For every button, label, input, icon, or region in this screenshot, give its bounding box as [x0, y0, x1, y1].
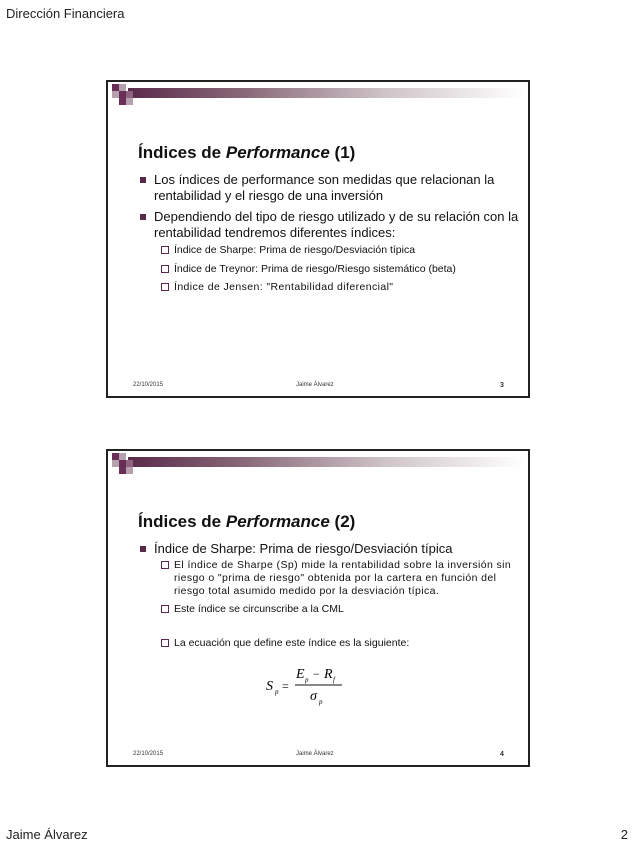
- decoration-gradient-bar: [128, 88, 524, 98]
- decoration-gradient-bar: [128, 457, 524, 467]
- slide-footer-author: Jaime Álvarez: [296, 382, 334, 388]
- sub-bullet-item: La ecuación que define este índice es la siguiente:: [174, 637, 519, 650]
- sub-bullet-item: Índice de Sharpe: Prima de riesgo/Desviación típica: [174, 244, 519, 257]
- page-header: Dirección Financiera: [6, 6, 125, 21]
- slide-4: [106, 449, 530, 767]
- formula-numerator-r-subscript: f: [333, 676, 335, 684]
- decoration-square: [112, 453, 119, 460]
- slide-title: Índices de Performance (2): [138, 512, 356, 531]
- sub-bullet-item: Índice de Treynor: Prima de riesgo/Riesgo sistemático (beta): [174, 263, 519, 276]
- slide-footer-author: Jaime Álvarez: [296, 751, 334, 757]
- formula-denominator-subscript: p: [319, 698, 323, 706]
- decoration-square: [112, 460, 119, 467]
- formula-equals: =: [282, 679, 289, 693]
- formula-lhs-subscript: p: [275, 688, 279, 696]
- decoration-square: [119, 91, 126, 98]
- page-number: 2: [620, 827, 628, 842]
- decoration-square: [119, 467, 126, 474]
- slide-3: [106, 80, 530, 398]
- slide-decoration: [108, 82, 530, 106]
- formula-lhs: S: [266, 679, 273, 694]
- decoration-square: [126, 91, 133, 98]
- slide-footer-date: 22/10/2015: [133, 382, 164, 388]
- decoration-square: [126, 460, 133, 467]
- sub-bullet-item: El índice de Sharpe (Sp) mide la rentabilidad sobre la inversión sin riesgo o "prima de riesgo" obtenida por la cartera en función del riesgo total asumido medido por la desviación típica.: [174, 559, 519, 598]
- decoration-square: [119, 460, 126, 467]
- bullet-item: Índice de Sharpe: Prima de riesgo/Desviación típica: [154, 541, 524, 557]
- bullet-item: Dependiendo del tipo de riesgo utilizado y de su relación con la rentabilidad tendremos diferentes índices:: [154, 209, 524, 241]
- decoration-square: [112, 91, 119, 98]
- slide-footer-number: 4: [500, 751, 504, 758]
- formula-numerator-r: R: [324, 667, 333, 682]
- slide-footer-number: 3: [500, 382, 504, 389]
- formula-numerator-e-subscript: p: [305, 676, 309, 684]
- formula-numerator-e: E: [296, 667, 305, 682]
- decoration-square: [126, 98, 133, 105]
- decoration-square: [119, 453, 126, 460]
- decoration-square: [112, 84, 119, 91]
- slide-decoration: [108, 451, 530, 475]
- sub-bullet-item: Este índice se circunscribe a la CML: [174, 603, 519, 616]
- sub-bullet-item: Índice de Jensen: "Rentabilidad diferencial": [174, 281, 519, 294]
- slide-footer-date: 22/10/2015: [133, 751, 164, 757]
- decoration-square: [119, 84, 126, 91]
- formula-minus: −: [313, 667, 320, 681]
- page-footer-author: Jaime Álvarez: [6, 827, 88, 842]
- sharpe-formula: [266, 663, 356, 709]
- decoration-square: [126, 467, 133, 474]
- slide-title: Índices de Performance (1): [138, 143, 356, 162]
- decoration-square: [119, 98, 126, 105]
- bullet-item: Los índices de performance son medidas que relacionan la rentabilidad y el riesgo de una inversión: [154, 172, 524, 204]
- formula-denominator: σ: [310, 689, 317, 704]
